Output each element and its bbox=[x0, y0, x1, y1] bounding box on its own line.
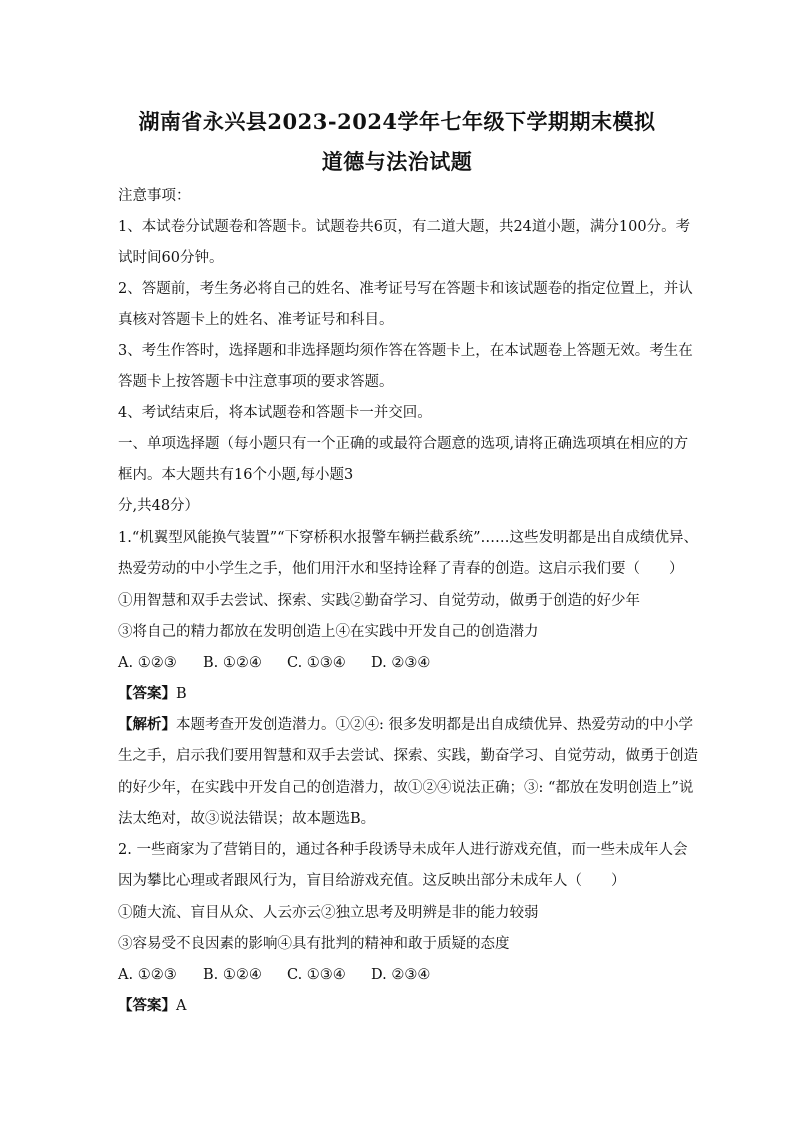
q1-stem-cont: 热爱劳动的中小学生之手，他们用汗水和坚持诠释了青春的创造。这启示我们要（ ） bbox=[118, 561, 684, 577]
q1-options bbox=[118, 653, 688, 673]
q2-statements-b: ③容易受不良因素的影响④具有批判的精神和敢于质疑的态度 bbox=[118, 936, 510, 952]
section-heading-cont2: 分,共48分） bbox=[118, 498, 200, 514]
document-title-line1: 湖南省永兴县2023-2024学年七年级下学期期末模拟 bbox=[138, 109, 656, 134]
q1-analysis-cont3: 法太绝对，故③说法错误；故本题选B。 bbox=[118, 811, 376, 827]
notice-item-3-cont: 答题卡上按答题卡中注意事项的要求答题。 bbox=[118, 374, 394, 390]
q1-analysis-cont: 生之手，启示我们要用智慧和双手去尝试、探索、实践，勤奋学习、自觉劳动，做勇于创造 bbox=[118, 748, 698, 764]
notice-item-1: 1、本试卷分试题卷和答题卡。试题卷共6页，有二道大题，共24道小题，满分100分。考 bbox=[118, 219, 691, 235]
q2-answer-value: A bbox=[176, 998, 187, 1014]
q2-answer bbox=[118, 996, 688, 1016]
q1-answer bbox=[118, 684, 688, 704]
q2-option-c: C. ①③④ bbox=[287, 967, 346, 983]
notice-item-2-cont: 真核对答题卡上的姓名、准考证号和科目。 bbox=[118, 312, 394, 328]
section-heading: 一、单项选择题（每小题只有一个正确的或最符合题意的选项,请将正确选项填在相应的方 bbox=[118, 436, 689, 452]
q1-analysis-text: 本题考查开发创造潜力。①②④: 很多发明都是出自成绩优异、热爱劳动的中小学 bbox=[176, 717, 693, 733]
q1-analysis-label: 【解析】 bbox=[118, 716, 176, 733]
q2-option-b: B. ①②④ bbox=[203, 967, 262, 983]
q1-answer-value: B bbox=[176, 686, 187, 702]
notice-item-2: 2、答题前，考生务必将自己的姓名、准考证号写在答题卡和该试题卷的指定位置上，并认 bbox=[118, 281, 693, 297]
q1-stem: 1.“机翼型风能换气装置”“下穿桥积水报警车辆拦截系统”……这些发明都是出自成绩优异、 bbox=[118, 530, 698, 546]
q1-option-b: B. ①②④ bbox=[203, 655, 262, 671]
notice-heading: 注意事项： bbox=[118, 188, 191, 204]
q1-statements-b: ③将自己的精力都放在发明创造上④在实践中开发自己的创造潜力 bbox=[118, 624, 539, 640]
notice-item-4: 4、考试结束后，将本试题卷和答题卡一并交回。 bbox=[118, 405, 432, 421]
q2-options bbox=[118, 965, 688, 985]
q1-analysis-cont2: 的好少年，在实践中开发自己的创造潜力，故①②④说法正确；③: “都放在发明创造上”说 bbox=[118, 780, 694, 796]
q2-stem: 2. 一些商家为了营销目的，通过各种手段诱导未成年人进行游戏充值，而一些未成年人会 bbox=[118, 842, 688, 858]
q2-answer-label: 【答案】 bbox=[118, 997, 176, 1014]
document-title-line2: 道德与法治试题 bbox=[321, 149, 473, 174]
q1-option-a: A. ①②③ bbox=[118, 655, 177, 671]
q2-option-a: A. ①②③ bbox=[118, 967, 177, 983]
notice-item-3: 3、考生作答时，选择题和非选择题均须作答在答题卡上，在本试题卷上答题无效。考生在 bbox=[118, 343, 693, 359]
q1-option-c: C. ①③④ bbox=[287, 655, 346, 671]
notice-item-1-cont: 试时间60分钟。 bbox=[118, 250, 224, 266]
q1-answer-label: 【答案】 bbox=[118, 685, 176, 702]
q1-analysis bbox=[118, 715, 693, 735]
q2-option-d: D. ②③④ bbox=[371, 967, 431, 983]
q1-statements-a: ①用智慧和双手去尝试、探索、实践②勤奋学习、自觉劳动，做勇于创造的好少年 bbox=[118, 593, 640, 609]
q2-stem-cont: 因为攀比心理或者跟风行为，盲目给游戏充值。这反映出部分未成年人（ ） bbox=[118, 873, 626, 889]
q2-statements-a: ①随大流、盲目从众、人云亦云②独立思考及明辨是非的能力较弱 bbox=[118, 905, 539, 921]
section-heading-cont: 框内。本大题共有16个小题,每小题3 bbox=[118, 467, 354, 483]
q1-option-d: D. ②③④ bbox=[371, 655, 431, 671]
